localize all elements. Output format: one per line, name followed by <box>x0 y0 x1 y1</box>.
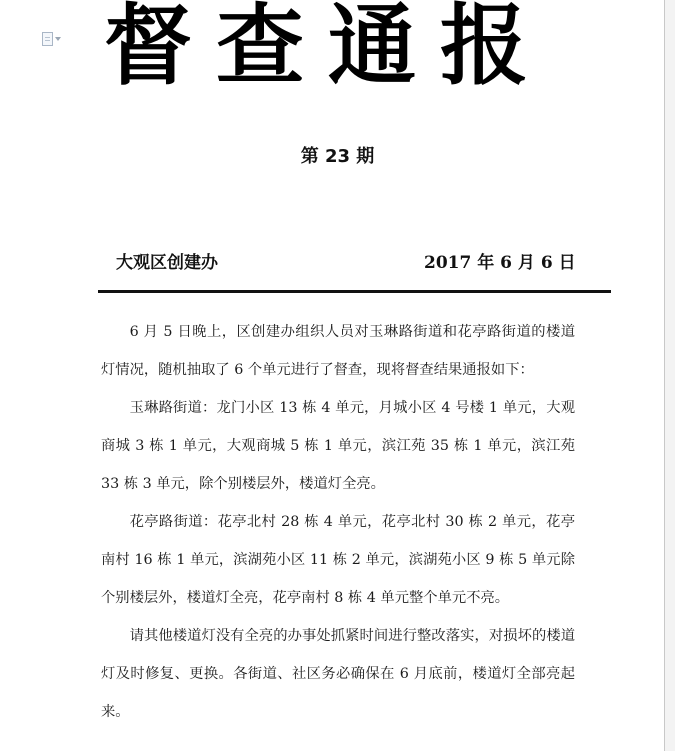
body-paragraph-2: 玉琳路街道：龙门小区 13 栋 4 单元，月城小区 4 号楼 1 单元，大观商城 3 栋 1 单元，大观商城 5 栋 1 单元，滨江苑 35 栋 1 单元，滨江苑 33 栋 3 单元，除个别楼层外，楼道灯全亮。 <box>101 400 575 492</box>
document-icon[interactable] <box>42 30 68 48</box>
issuing-office: 大观区创建办 <box>116 253 218 273</box>
document-sheet-icon <box>42 32 53 46</box>
chevron-down-icon <box>55 37 61 41</box>
body-paragraph-4: 请其他楼道灯没有全亮的办事处抓紧时间进行整改落实，对损坏的楼道灯及时修复、更换。各街道、社区务必确保在 6 月底前，楼道灯全部亮起来。 <box>101 628 575 720</box>
issue-number: 第 23 期 <box>300 146 375 167</box>
issue-date: 2017 年 6 月 6 日 <box>424 253 576 273</box>
body-paragraph-3: 花亭路街道：花亭北村 28 栋 4 单元，花亭北村 30 栋 2 单元，花亭南村 16 栋 1 单元，滨湖苑小区 11 栋 2 单元，滨湖苑小区 9 栋 5 单元除个别楼层外，楼道灯全亮，花亭南村 8 栋 4 单元整个单元不亮。 <box>101 514 575 606</box>
document-body <box>101 313 575 731</box>
header-divider <box>98 290 611 293</box>
body-paragraph-1: 6 月 5 日晚上，区创建办组织人员对玉琳路街道和花亭路街道的楼道灯情况，随机抽取了 6 个单元进行了督查，现将督查结果通报如下： <box>101 324 575 378</box>
document-title: 督查通报 <box>104 0 553 97</box>
page-edge <box>664 0 665 751</box>
page-margin-area <box>665 0 675 751</box>
